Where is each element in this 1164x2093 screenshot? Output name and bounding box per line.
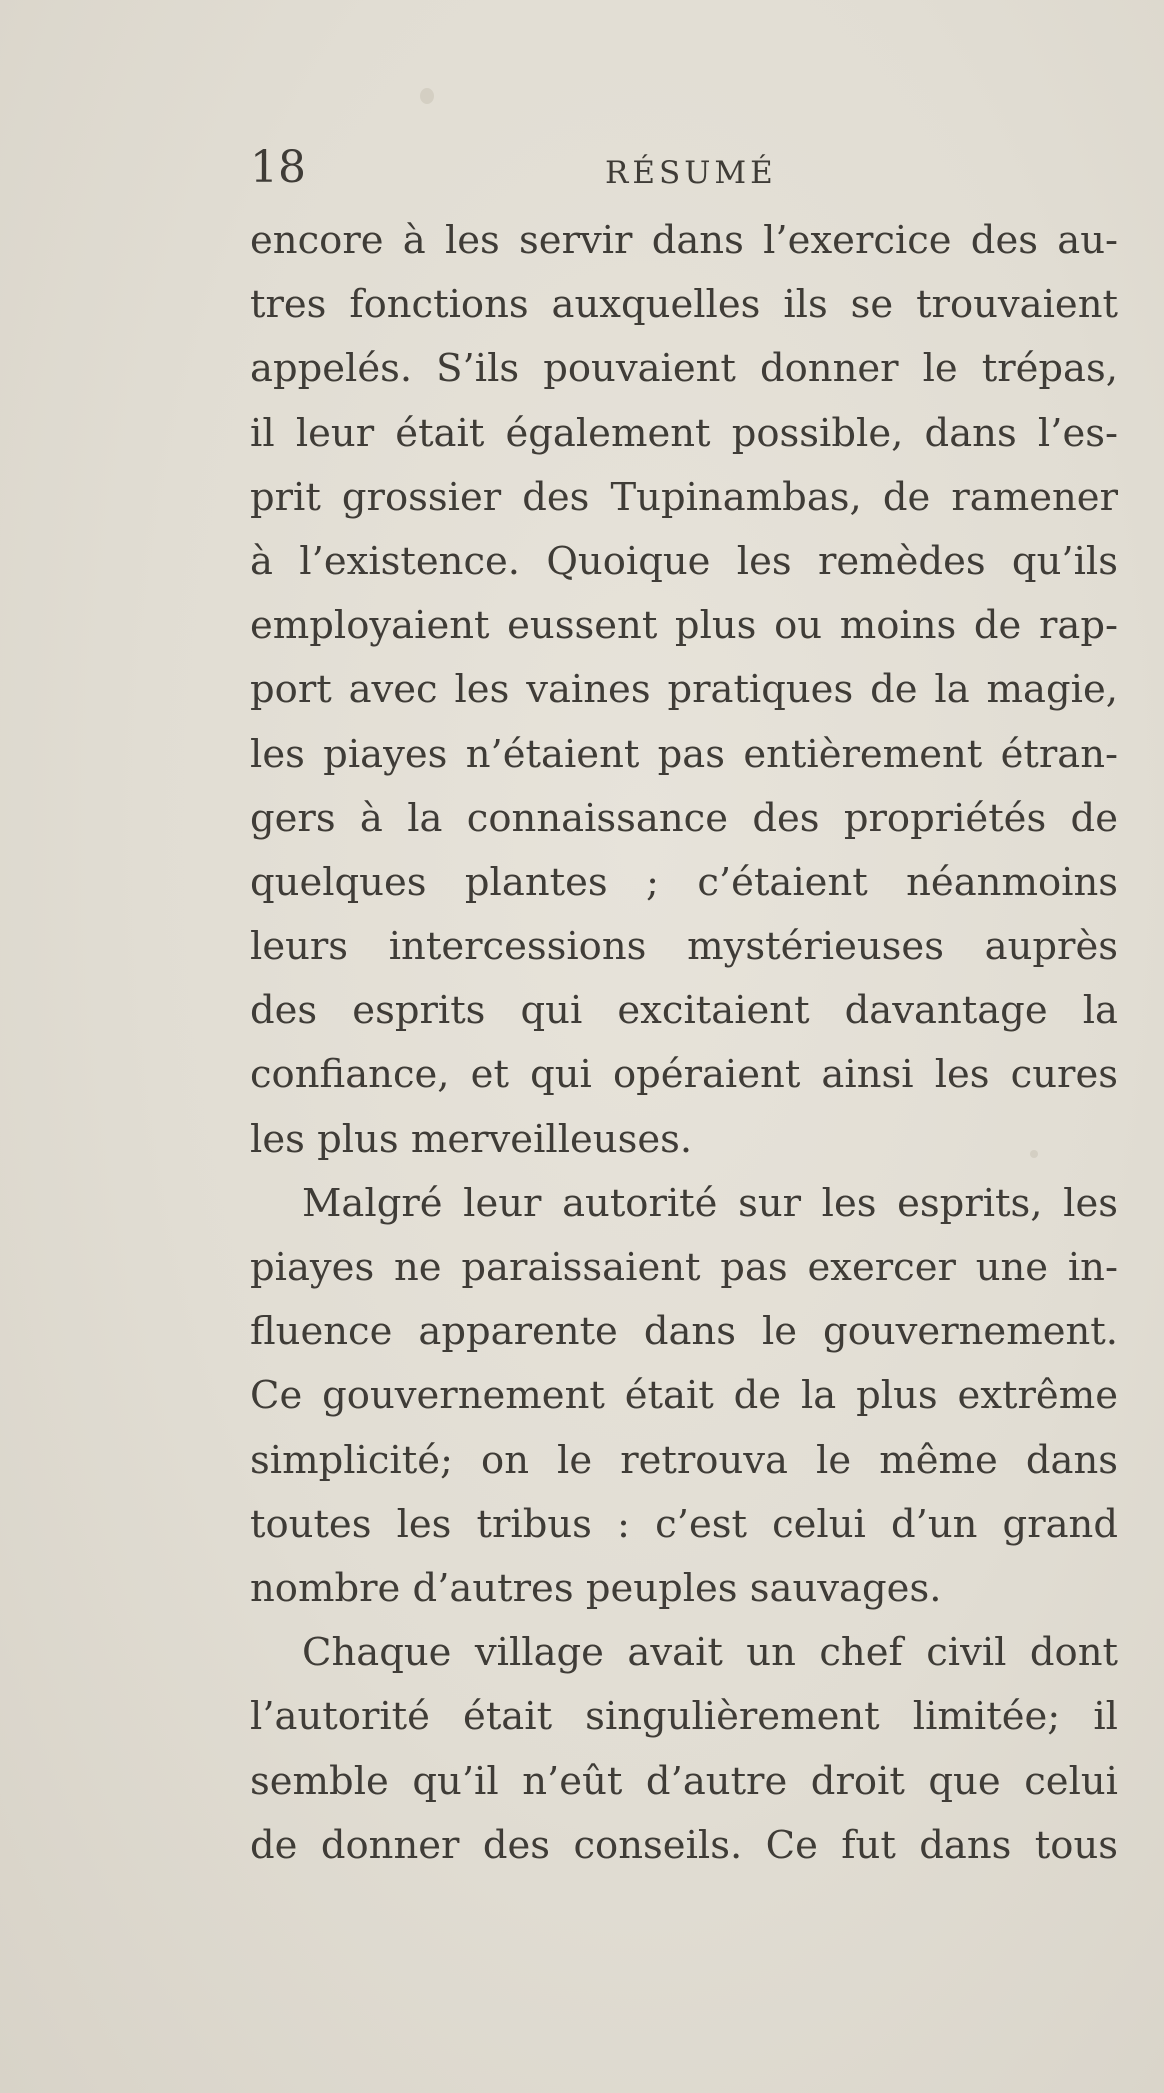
page-number: 18 <box>250 142 306 193</box>
paper-foxing-spot <box>420 88 434 104</box>
text-line: il leur était également possible, dans l’es- <box>250 410 1118 456</box>
text-line: quelques plantes ; c’étaient néanmoins <box>250 859 1118 905</box>
running-head: RÉSUMÉ <box>605 155 777 191</box>
text-line: de donner des conseils. Ce fut dans tous <box>250 1822 1118 1868</box>
text-line: prit grossier des Tupinambas, de ramener <box>250 474 1118 520</box>
text-line: à l’existence. Quoique les remèdes qu’ils <box>250 538 1118 584</box>
paragraph-start-line: Malgré leur autorité sur les esprits, les <box>302 1180 1118 1226</box>
text-line: les piayes n’étaient pas entièrement étran- <box>250 731 1118 777</box>
body-text <box>250 209 1118 1878</box>
paragraph-end-line: nombre d’autres peuples sauvages. <box>250 1565 942 1611</box>
text-line: toutes les tribus : c’est celui d’un grand <box>250 1501 1118 1547</box>
text-line: encore à les servir dans l’exercice des au- <box>250 218 1118 263</box>
text-line: l’autorité était singulièrement limitée; il <box>250 1694 1118 1740</box>
text-line: tres fonctions auxquelles ils se trouvaient <box>250 282 1118 328</box>
text-line: port avec les vaines pratiques de la magie, <box>250 667 1118 713</box>
paragraph-end-line: les plus merveilleuses. <box>250 1116 693 1162</box>
text-line: employaient eussent plus ou moins de rap- <box>250 603 1118 649</box>
text-line: fluence apparente dans le gouvernement. <box>250 1309 1118 1355</box>
text-line: semble qu’il n’eût d’autre droit que celui <box>250 1758 1118 1804</box>
page-header <box>250 138 1120 198</box>
paragraph-start-line: Chaque village avait un chef civil dont <box>302 1630 1118 1676</box>
text-line: des esprits qui excitaient davantage la <box>250 988 1118 1034</box>
text-line: Ce gouvernement était de la plus extrême <box>250 1373 1118 1419</box>
text-line: confiance, et qui opéraient ainsi les cures <box>250 1052 1118 1098</box>
text-line: piayes ne paraissaient pas exercer une in- <box>250 1245 1118 1290</box>
text-line: appelés. S’ils pouvaient donner le trépas, <box>250 346 1118 392</box>
text-line: simplicité; on le retrouva le même dans <box>250 1437 1118 1483</box>
text-line: gers à la connaissance des propriétés de <box>250 795 1118 841</box>
text-line: leurs intercessions mystérieuses auprès <box>250 924 1118 970</box>
